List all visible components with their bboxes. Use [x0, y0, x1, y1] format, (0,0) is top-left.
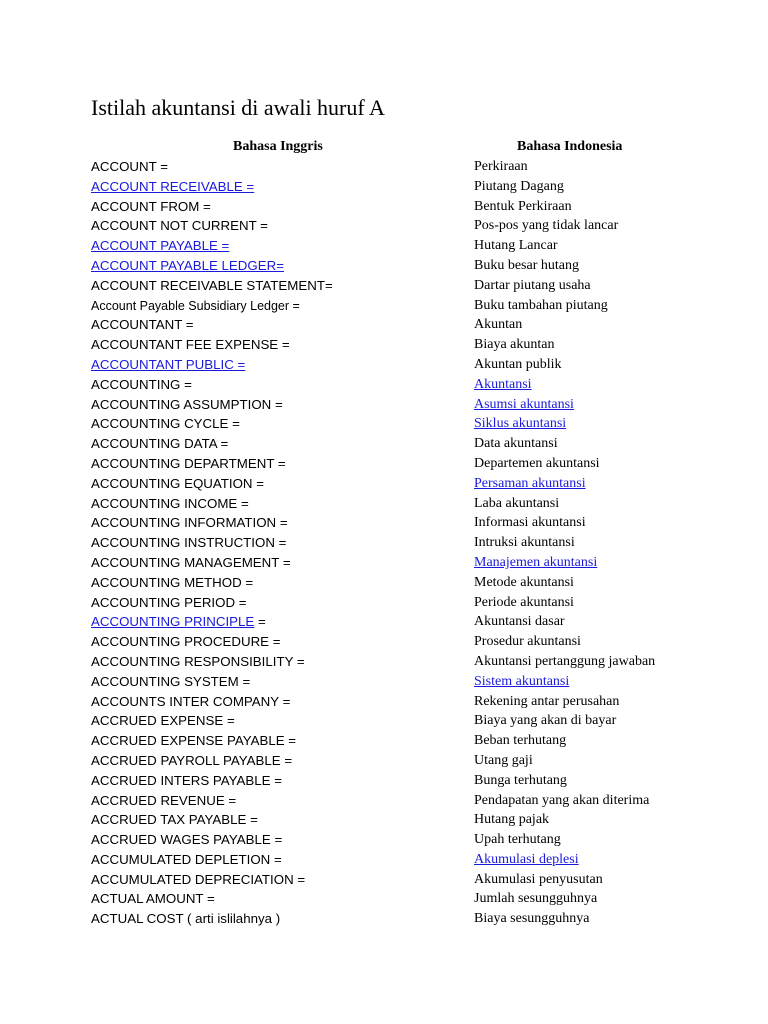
indonesian-term: Hutang Lancar — [474, 238, 558, 254]
english-term-text: ACCRUED TAX PAYABLE = — [91, 812, 258, 828]
table-row — [0, 632, 768, 652]
table-row — [0, 157, 768, 177]
english-term — [91, 395, 283, 415]
english-term — [91, 692, 290, 712]
indonesian-term-link[interactable]: Akuntansi — [474, 376, 532, 392]
english-term-text: ACCOUNTING INCOME = — [91, 495, 249, 511]
table-row — [0, 355, 768, 375]
table-row — [0, 494, 768, 514]
page-title: Istilah akuntansi di awali huruf A — [91, 95, 385, 120]
indonesian-term: Informasi akuntansi — [474, 515, 586, 531]
table-row — [0, 256, 768, 276]
table-row — [0, 672, 768, 692]
table-row — [0, 711, 768, 731]
english-term-link[interactable]: ACCOUNT RECEIVABLE = — [91, 178, 255, 194]
column-header-english: Bahasa Inggris — [233, 139, 323, 154]
indonesian-term-link[interactable]: Asumsi akuntansi — [474, 396, 574, 412]
english-term — [91, 632, 281, 652]
table-row — [0, 454, 768, 474]
indonesian-term-link[interactable]: Akumulasi deplesi — [474, 851, 579, 867]
english-term-text: ACCOUNTING MANAGEMENT = — [91, 554, 291, 570]
english-term-text: ACCRUED REVENUE = — [91, 792, 237, 808]
table-row — [0, 573, 768, 593]
english-term-link[interactable]: ACCOUNTANT PUBLIC = — [91, 356, 246, 372]
table-row — [0, 216, 768, 236]
english-term-text: ACCOUNTING PROCEDURE = — [91, 634, 281, 650]
english-term — [91, 652, 305, 672]
english-term-text: ACCOUNT = — [91, 159, 168, 174]
indonesian-term: Akuntansi dasar — [474, 614, 565, 630]
english-term-text: ACCOUNTING = — [91, 376, 192, 392]
english-term-text: Account Payable Subsidiary Ledger = — [91, 298, 300, 313]
english-term — [91, 513, 288, 533]
indonesian-term: Buku besar hutang — [474, 257, 579, 273]
english-term — [91, 850, 282, 870]
english-term-link[interactable]: ACCOUNT PAYABLE LEDGER= — [91, 257, 284, 273]
english-term-link[interactable]: ACCOUNTING PRINCIPLE — [91, 614, 255, 630]
english-term[interactable] — [91, 355, 245, 375]
english-term — [91, 414, 240, 434]
table-row — [0, 889, 768, 909]
english-term — [91, 375, 192, 395]
english-term-text: ACCRUED WAGES PAYABLE = — [91, 832, 283, 848]
indonesian-term: Perkiraan — [474, 159, 528, 174]
english-term-text: ACCOUNTING DATA = — [91, 436, 229, 452]
english-term-text: ACCRUED EXPENSE = — [91, 713, 235, 729]
table-row — [0, 315, 768, 335]
english-term-text: ACCOUNTANT FEE EXPENSE = — [91, 337, 290, 353]
english-term-text: ACCRUED INTERS PAYABLE = — [91, 772, 283, 788]
english-term-text: ACCOUNTING INSTRUCTION = — [91, 535, 287, 551]
table-row — [0, 771, 768, 791]
english-term — [91, 434, 228, 454]
table-row — [0, 434, 768, 454]
english-term-text: ACCRUED PAYROLL PAYABLE = — [91, 752, 293, 768]
english-term-suffix: = — [254, 614, 266, 630]
indonesian-term: Pos-pos yang tidak lancar — [474, 218, 619, 234]
english-term — [91, 474, 264, 494]
table-row — [0, 870, 768, 890]
table-row — [0, 513, 768, 533]
table-row — [0, 593, 768, 613]
english-term — [91, 335, 290, 355]
english-term — [91, 731, 296, 751]
english-term-text: ACCOUNTING ASSUMPTION = — [91, 396, 283, 412]
english-term-text: ACCOUNTING PERIOD = — [91, 594, 247, 610]
english-term[interactable] — [91, 177, 254, 197]
table-row — [0, 692, 768, 712]
english-term-text: ACCOUNTS INTER COMPANY = — [91, 693, 291, 709]
indonesian-term: Jumlah sesungguhnya — [474, 891, 598, 907]
indonesian-term: Prosedur akuntansi — [474, 634, 581, 650]
indonesian-term: Laba akuntansi — [474, 495, 560, 511]
indonesian-term: Bunga terhutang — [474, 772, 567, 788]
english-term — [91, 553, 291, 573]
indonesian-term: Rekening antar perusahan — [474, 693, 620, 709]
english-term — [91, 751, 292, 771]
english-term — [91, 533, 286, 553]
table-row — [0, 197, 768, 217]
table-row — [0, 909, 768, 929]
english-term-text: ACCOUNTING INFORMATION = — [91, 515, 288, 531]
indonesian-term: Akumulasi penyusutan — [474, 871, 603, 887]
english-term-text: ACTUAL COST ( arti islilahnya ) — [91, 911, 281, 927]
indonesian-term-link[interactable]: Manajemen akuntansi — [474, 554, 598, 570]
english-term-text: ACCRUED EXPENSE PAYABLE = — [91, 733, 297, 749]
english-term — [91, 889, 215, 909]
indonesian-term: Biaya akuntan — [474, 337, 555, 353]
column-header-indonesian: Bahasa Indonesia — [517, 139, 623, 154]
table-row — [0, 612, 768, 632]
english-term[interactable] — [91, 612, 266, 632]
table-row — [0, 751, 768, 771]
english-term-text: ACCOUNTING DEPARTMENT = — [91, 455, 286, 471]
english-term-text: ACCOUNTING EQUATION = — [91, 475, 264, 491]
table-row — [0, 791, 768, 811]
english-term-text: ACCOUNTANT = — [91, 317, 194, 333]
english-term — [91, 494, 249, 514]
indonesian-term: Departemen akuntansi — [474, 455, 600, 471]
english-term-text: ACCOUNTING CYCLE = — [91, 416, 240, 432]
indonesian-term: Data akuntansi — [474, 436, 558, 452]
indonesian-term: Akuntansi pertanggung jawaban — [474, 653, 656, 669]
indonesian-term: Akuntan — [474, 317, 523, 333]
table-row — [0, 553, 768, 573]
table-row — [0, 296, 768, 316]
english-term — [91, 771, 282, 791]
english-term-text: ACTUAL AMOUNT = — [91, 891, 215, 907]
indonesian-term: Upah terhutang — [474, 832, 561, 848]
table-row — [0, 414, 768, 434]
table-row — [0, 731, 768, 751]
english-term — [91, 276, 333, 296]
english-term — [91, 791, 236, 811]
english-term-text: ACCOUNT RECEIVABLE STATEMENT= — [91, 277, 333, 293]
english-term-text: ACCOUNT NOT CURRENT = — [91, 218, 268, 234]
indonesian-term: Utang gaji — [474, 752, 533, 768]
table-row — [0, 830, 768, 850]
table-row — [0, 177, 768, 197]
english-term — [91, 830, 282, 850]
english-term — [91, 454, 286, 474]
english-term — [91, 296, 300, 316]
table-row — [0, 276, 768, 296]
table-row — [0, 395, 768, 415]
english-term-text: ACCOUNTING SYSTEM = — [91, 673, 251, 689]
indonesian-term: Bentuk Perkiraan — [474, 198, 572, 214]
indonesian-term: Piutang Dagang — [474, 178, 564, 194]
english-term — [91, 157, 168, 177]
english-term — [91, 315, 194, 335]
english-term — [91, 593, 247, 613]
indonesian-term-link[interactable]: Sistem akuntansi — [474, 673, 570, 689]
english-term-text: ACCOUNTING METHOD = — [91, 574, 254, 590]
indonesian-term: Hutang pajak — [474, 812, 550, 828]
english-term — [91, 711, 235, 731]
indonesian-term: Beban terhutang — [474, 733, 567, 749]
english-term — [91, 216, 268, 236]
table-row — [0, 850, 768, 870]
english-term[interactable] — [91, 256, 284, 276]
english-term-text: ACCUMULATED DEPLETION = — [91, 851, 282, 867]
table-row — [0, 652, 768, 672]
english-term — [91, 810, 258, 830]
indonesian-term: Akuntan publik — [474, 356, 562, 372]
english-term-link[interactable]: ACCOUNT PAYABLE = — [91, 238, 230, 254]
indonesian-term: Metode akuntansi — [474, 574, 574, 590]
indonesian-term: Intruksi akuntansi — [474, 535, 575, 551]
english-term-text: ACCOUNTING RESPONSIBILITY = — [91, 653, 305, 669]
indonesian-term: Biaya yang akan di bayar — [474, 713, 617, 729]
indonesian-term: Pendapatan yang akan diterima — [474, 792, 650, 808]
table-row — [0, 236, 768, 256]
english-term-text: ACCUMULATED DEPRECIATION = — [91, 871, 306, 887]
english-term[interactable] — [91, 236, 229, 256]
glossary-table — [0, 157, 768, 929]
english-term — [91, 573, 253, 593]
indonesian-term-link[interactable]: Persaman akuntansi — [474, 475, 586, 491]
table-row — [0, 810, 768, 830]
table-row — [0, 533, 768, 553]
indonesian-term-link[interactable]: Siklus akuntansi — [474, 416, 567, 432]
indonesian-term: Periode akuntansi — [474, 594, 574, 610]
indonesian-term: Dartar piutang usaha — [474, 277, 591, 293]
indonesian-term: Biaya sesungguhnya — [474, 911, 590, 927]
english-term-text: ACCOUNT FROM = — [91, 198, 211, 214]
indonesian-term: Buku tambahan piutang — [474, 297, 608, 313]
english-term — [91, 197, 211, 217]
english-term — [91, 672, 250, 692]
table-row — [0, 375, 768, 395]
english-term — [91, 870, 305, 890]
table-row — [0, 474, 768, 494]
table-row — [0, 335, 768, 355]
english-term — [91, 909, 280, 929]
